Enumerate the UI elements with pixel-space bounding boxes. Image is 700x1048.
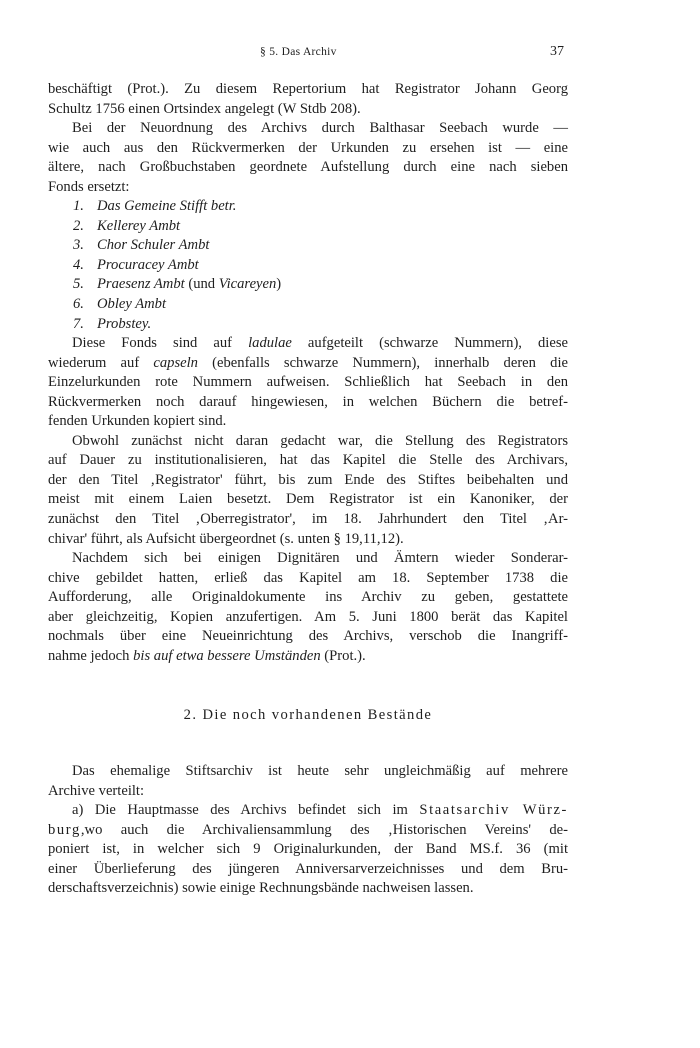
spaced-term: Staatsarchiv Würz- xyxy=(419,802,568,819)
paragraph-verteilung xyxy=(48,762,568,801)
text-line: aber gleichzeitig, Kopien anzufertigen. Am 5. Juni 1800 berät das Kapitel xyxy=(48,608,568,625)
text-line xyxy=(48,821,568,841)
paragraph-continuation xyxy=(48,80,568,119)
text-line: meist mit einem Laien besetzt. Dem Registrator ist ein Kanoniker, der xyxy=(48,491,568,508)
text-line: Aufforderung, alle Originaldokumente ins Archiv zu geben, gestattete xyxy=(48,589,568,606)
text-run: a) Die Hauptmasse des Archivs befindet sich im xyxy=(72,802,420,819)
list-item xyxy=(48,315,568,335)
text-line: beschäftigt (Prot.). Zu diesem Repertorium hat Registrator Johann Georg xyxy=(48,81,568,97)
list-number: 2. xyxy=(73,217,84,234)
spaced-term: burg xyxy=(48,821,81,838)
text-line xyxy=(48,801,568,821)
text-line: chivar' führt, als Aufsicht übergeordnet (s. unten § 19,11,12). xyxy=(48,530,404,547)
text-line: Schultz 1756 einen Ortsindex angelegt (W Stdb 208). xyxy=(48,100,361,117)
text-line: wie auch aus den Rückvermerken der Urkunden zu ersehen ist — eine xyxy=(48,139,568,156)
fonds-name: Das Gemeine Stifft betr. xyxy=(97,198,237,215)
fonds-name: Chor Schuler Ambt xyxy=(97,237,210,254)
list-item xyxy=(48,256,568,276)
text-line: chive gebildet hatten, erließ das Kapitel am 18. September 1738 die xyxy=(48,569,568,586)
text-line: Rückvermerken noch darauf hingewiesen, in welchen Büchern die betref- xyxy=(48,393,568,410)
text-line: derschaftsverzeichnis) sowie einige Rechnungsbände nachweisen lassen. xyxy=(48,880,474,897)
running-title: § 5. Das Archiv xyxy=(260,46,337,58)
list-number: 7. xyxy=(73,315,84,332)
text-run: Diese Fonds sind auf xyxy=(72,335,249,352)
list-item xyxy=(48,295,568,315)
list-number: 1. xyxy=(73,198,84,215)
list-item xyxy=(48,236,568,256)
text-line: Obwohl zunächst nicht daran gedacht war, die Stellung des Registrators xyxy=(72,432,568,449)
paragraph-sonderarchive xyxy=(48,549,568,666)
text-line: einer Überlieferung des jüngeren Anniversarverzeichnisses und dem Bru- xyxy=(48,860,568,877)
text-run: ,wo auch die Archivaliensammlung des ‚Historischen Vereins' de- xyxy=(80,821,568,838)
fonds-name: Obley Ambt xyxy=(97,296,167,313)
text-line: Fonds ersetzt: xyxy=(48,178,130,195)
text-line: Einzelurkunden rote Nummern aufweisen. Schließlich hat Seebach in den xyxy=(48,374,568,391)
paragraph-staatsarchiv xyxy=(48,801,568,899)
text-line xyxy=(48,647,568,667)
paragraph-neuordnung xyxy=(48,119,568,197)
fonds-list xyxy=(48,197,568,334)
body-text xyxy=(48,80,568,899)
italic-term: ladulae xyxy=(248,335,292,352)
paragraph-ladulae xyxy=(48,334,568,432)
italic-term: capseln xyxy=(153,354,198,371)
fonds-note-open: (und xyxy=(184,276,219,293)
list-number: 3. xyxy=(73,237,84,254)
spacer xyxy=(48,726,568,762)
fonds-note-italic: Vicareyen xyxy=(218,276,277,293)
text-line xyxy=(48,334,568,354)
text-run: aufgeteilt (schwarze Nummern), diese xyxy=(291,335,568,352)
spacer xyxy=(48,666,568,706)
fonds-name: Praesenz Ambt xyxy=(97,276,185,293)
text-line: Archive verteilt: xyxy=(48,782,145,799)
fonds-name: Kellerey Ambt xyxy=(97,217,181,234)
paragraph-registrator xyxy=(48,432,568,549)
text-line: Nachdem sich bei einigen Dignitären und Ämtern wieder Sonderar- xyxy=(72,550,568,567)
list-item xyxy=(48,217,568,237)
list-number: 4. xyxy=(73,256,84,273)
text-line: ältere, nach Großbuchstaben geordnete Aufstellung durch eine nach sieben xyxy=(48,159,568,176)
text-run: (ebenfalls schwarze Nummern), innerhalb deren die xyxy=(197,354,568,371)
list-item xyxy=(48,275,568,295)
list-number: 5. xyxy=(73,276,84,293)
text-line: Das ehemalige Stiftsarchiv ist heute sehr ungleichmäßig auf mehrere xyxy=(72,762,568,779)
fonds-name: Procuracey Ambt xyxy=(97,256,199,273)
text-run: wiederum auf xyxy=(48,354,154,371)
text-line: der den Titel ‚Registrator' führt, bis zum Ende des Stiftes beibehalten und xyxy=(48,471,568,488)
fonds-name: Probstey. xyxy=(97,315,152,332)
list-number: 6. xyxy=(73,296,84,313)
list-item xyxy=(48,197,568,217)
text-line xyxy=(48,354,568,374)
section-heading: 2. Die noch vorhandenen Bestände xyxy=(183,707,433,724)
text-run: (Prot.). xyxy=(320,647,366,664)
fonds-note-close: ) xyxy=(276,276,282,293)
text-line: Bei der Neuordnung des Archivs durch Balthasar Seebach wurde — xyxy=(72,120,568,137)
text-run: nahme jedoch xyxy=(48,647,134,664)
text-line: zunächst den Titel ‚Oberregistrator', im 18. Jahrhundert den Titel ‚Ar- xyxy=(48,511,568,528)
text-line: poniert ist, in welcher sich 9 Originalurkunden, der Band MS.f. 36 (mit xyxy=(48,841,568,858)
text-line: nochmals über eine Neueinrichtung des Archivs, verschob die Inangriff- xyxy=(48,628,568,645)
text-line: auf Dauer zu institutionalisieren, hat das Kapitel die Stelle des Archivars, xyxy=(48,452,568,469)
page-number: 37 xyxy=(550,44,564,59)
italic-quote: bis auf etwa bessere Umständen xyxy=(133,647,321,664)
text-line: fenden Urkunden kopiert sind. xyxy=(48,413,227,430)
